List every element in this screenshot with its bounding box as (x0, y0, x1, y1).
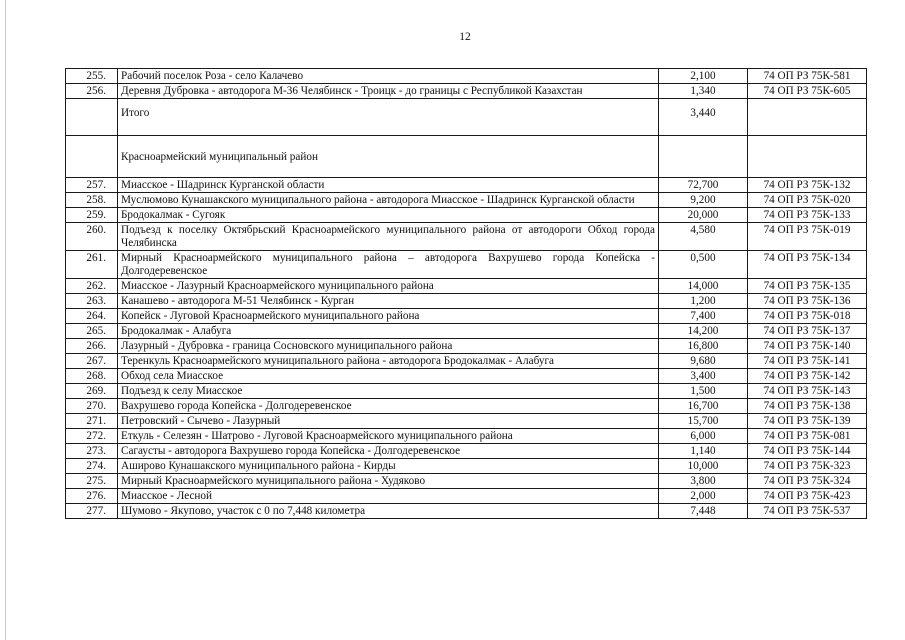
road-name: Мирный Красноармейского муниципального района – автодорога Вахрушево города Копейска - Долгодеревенское (118, 251, 659, 279)
road-name: Еткуль - Селезян - Шатрово - Луговой Красноармейского муниципального района (118, 429, 659, 444)
road-name: Сагаусты - автодорога Вахрушево города Копейска - Долгодеревенское (118, 444, 659, 459)
road-length: 14,200 (659, 324, 748, 339)
road-length: 16,800 (659, 339, 748, 354)
road-name: Теренкуль Красноармейского муниципального района - автодорога Бродокалмак - Алабуга (118, 354, 659, 369)
section-num-cell (66, 136, 118, 178)
table-row (66, 354, 867, 369)
road-name: Лазурный - Дубровка - граница Сосновского муниципального района (118, 339, 659, 354)
road-name: Обход села Миасское (118, 369, 659, 384)
table-row (66, 69, 867, 84)
road-length: 2,000 (659, 489, 748, 504)
row-number: 258. (66, 193, 118, 208)
road-name: Шумово - Якупово, участок с 0 по 7,448 километра (118, 504, 659, 519)
road-id: 74 ОП РЗ 75К-141 (748, 354, 867, 369)
table-row (66, 459, 867, 474)
section-row (66, 136, 867, 178)
road-id: 74 ОП РЗ 75К-018 (748, 309, 867, 324)
road-length: 1,500 (659, 384, 748, 399)
road-id: 74 ОП РЗ 75К-537 (748, 504, 867, 519)
table-row (66, 384, 867, 399)
total-label: Итого (118, 99, 659, 136)
row-number: 271. (66, 414, 118, 429)
table-row (66, 178, 867, 193)
row-number: 277. (66, 504, 118, 519)
road-name: Бродокалмак - Алабуга (118, 324, 659, 339)
road-id: 74 ОП РЗ 75К-133 (748, 208, 867, 223)
row-number: 275. (66, 474, 118, 489)
road-id: 74 ОП РЗ 75К-142 (748, 369, 867, 384)
road-name: Подъезд к селу Миасское (118, 384, 659, 399)
table-row (66, 84, 867, 99)
table-row (66, 339, 867, 354)
table-row (66, 208, 867, 223)
table-row (66, 294, 867, 309)
road-id: 74 ОП РЗ 75К-581 (748, 69, 867, 84)
road-length: 1,340 (659, 84, 748, 99)
road-name: Вахрушево города Копейска - Долгодеревенское (118, 399, 659, 414)
road-length: 4,580 (659, 223, 748, 251)
table-row (66, 414, 867, 429)
road-id: 74 ОП РЗ 75К-019 (748, 223, 867, 251)
row-number: 276. (66, 489, 118, 504)
table-row (66, 444, 867, 459)
road-length: 9,200 (659, 193, 748, 208)
table-row (66, 369, 867, 384)
section-title: Красноармейский муниципальный район (118, 136, 659, 178)
road-id: 74 ОП РЗ 75К-138 (748, 399, 867, 414)
total-id-cell (748, 99, 867, 136)
road-length: 1,200 (659, 294, 748, 309)
row-number: 269. (66, 384, 118, 399)
table-row (66, 279, 867, 294)
road-name: Рабочий поселок Роза - село Калачево (118, 69, 659, 84)
road-id: 74 ОП РЗ 75К-323 (748, 459, 867, 474)
row-number: 267. (66, 354, 118, 369)
road-length: 3,800 (659, 474, 748, 489)
road-id: 74 ОП РЗ 75К-139 (748, 414, 867, 429)
road-id: 74 ОП РЗ 75К-134 (748, 251, 867, 279)
total-length: 3,440 (659, 99, 748, 136)
row-number: 264. (66, 309, 118, 324)
road-name: Миасское - Лазурный Красноармейского муниципального района (118, 279, 659, 294)
road-length: 7,448 (659, 504, 748, 519)
road-name: Миасское - Шадринск Курганской области (118, 178, 659, 193)
table-body-top (66, 69, 867, 99)
road-id: 74 ОП РЗ 75К-132 (748, 178, 867, 193)
road-name: Копейск - Луговой Красноармейского муниципального района (118, 309, 659, 324)
road-name: Муслюмово Кунашакского муниципального района - автодорога Миасское - Шадринск Курганской области (118, 193, 659, 208)
road-name: Подъезд к поселку Октябрьский Красноармейского муниципального района от автодороги Обход города Челябинска (118, 223, 659, 251)
row-number: 268. (66, 369, 118, 384)
row-number: 272. (66, 429, 118, 444)
road-id: 74 ОП РЗ 75К-140 (748, 339, 867, 354)
row-number: 255. (66, 69, 118, 84)
road-length: 3,400 (659, 369, 748, 384)
road-length: 0,500 (659, 251, 748, 279)
road-length: 20,000 (659, 208, 748, 223)
total-row (66, 99, 867, 136)
row-number: 259. (66, 208, 118, 223)
road-id: 74 ОП РЗ 75К-143 (748, 384, 867, 399)
road-name: Канашево - автодорога М-51 Челябинск - Курган (118, 294, 659, 309)
road-length: 10,000 (659, 459, 748, 474)
table-row (66, 474, 867, 489)
row-number: 256. (66, 84, 118, 99)
road-name: Мирный Красноармейского муниципального района - Худяково (118, 474, 659, 489)
table-body-main (66, 178, 867, 519)
road-length: 72,700 (659, 178, 748, 193)
page-number: 12 (459, 31, 471, 43)
road-length: 7,400 (659, 309, 748, 324)
row-number: 273. (66, 444, 118, 459)
road-id: 74 ОП РЗ 75К-144 (748, 444, 867, 459)
row-number: 270. (66, 399, 118, 414)
section-id-cell (748, 136, 867, 178)
road-id: 74 ОП РЗ 75К-605 (748, 84, 867, 99)
table-row (66, 399, 867, 414)
road-name: Бродокалмак - Сугояк (118, 208, 659, 223)
page-edge-line (5, 0, 6, 640)
road-length: 6,000 (659, 429, 748, 444)
road-name: Петровский - Сычево - Лазурный (118, 414, 659, 429)
road-id: 74 ОП РЗ 75К-423 (748, 489, 867, 504)
road-length: 2,100 (659, 69, 748, 84)
table-row (66, 429, 867, 444)
row-number: 266. (66, 339, 118, 354)
table-row (66, 489, 867, 504)
road-id: 74 ОП РЗ 75К-324 (748, 474, 867, 489)
road-id: 74 ОП РЗ 75К-135 (748, 279, 867, 294)
table-body-summary (66, 99, 867, 178)
table-row (66, 223, 867, 251)
table-row (66, 324, 867, 339)
road-id: 74 ОП РЗ 75К-136 (748, 294, 867, 309)
row-number: 265. (66, 324, 118, 339)
road-length: 16,700 (659, 399, 748, 414)
table-row (66, 251, 867, 279)
row-number: 263. (66, 294, 118, 309)
total-num-cell (66, 99, 118, 136)
road-name: Миасское - Лесной (118, 489, 659, 504)
road-name: Аширово Кунашакского муниципального района - Кирды (118, 459, 659, 474)
row-number: 257. (66, 178, 118, 193)
road-id: 74 ОП РЗ 75К-137 (748, 324, 867, 339)
row-number: 260. (66, 223, 118, 251)
row-number: 274. (66, 459, 118, 474)
road-length: 14,000 (659, 279, 748, 294)
row-number: 261. (66, 251, 118, 279)
road-length: 1,140 (659, 444, 748, 459)
road-length: 9,680 (659, 354, 748, 369)
table-row (66, 309, 867, 324)
road-name: Деревня Дубровка - автодорога М-36 Челябинск - Троицк - до границы с Республикой Казахстан (118, 84, 659, 99)
road-length: 15,700 (659, 414, 748, 429)
road-id: 74 ОП РЗ 75К-020 (748, 193, 867, 208)
table-row (66, 504, 867, 519)
section-length-cell (659, 136, 748, 178)
roads-table (65, 68, 867, 519)
row-number: 262. (66, 279, 118, 294)
road-id: 74 ОП РЗ 75К-081 (748, 429, 867, 444)
table-row (66, 193, 867, 208)
